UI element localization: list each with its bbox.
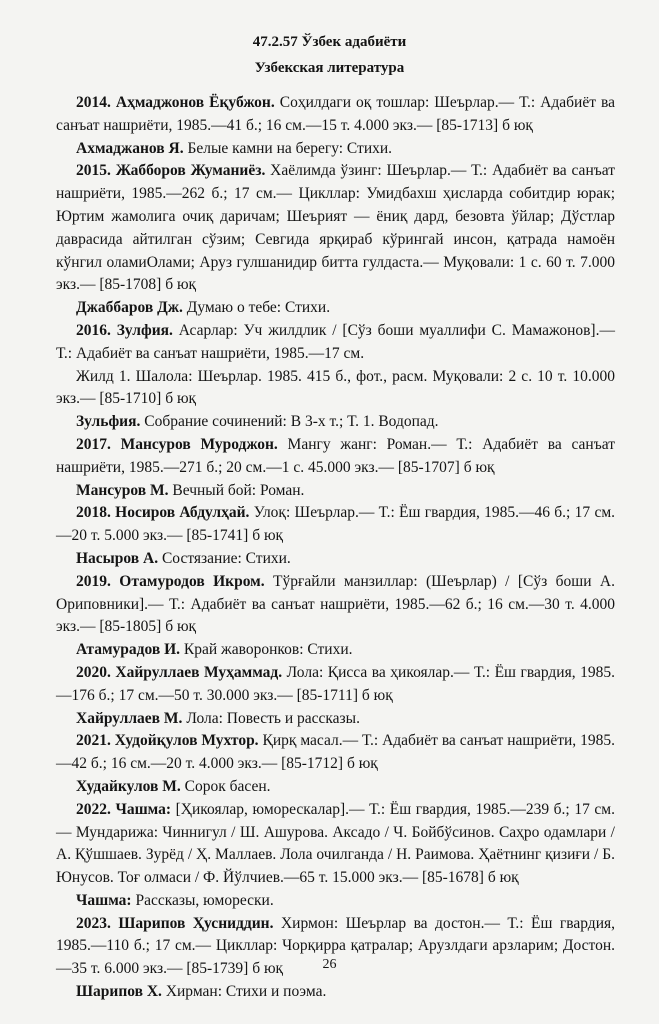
section-subheading: Узбекская литература <box>254 60 405 76</box>
entry-author: 2020. Хайруллаев Муҳаммад. <box>76 663 283 681</box>
bibliography-entry <box>56 776 615 799</box>
section-heading: 47.2.57 Ўзбек адабиёти <box>252 34 407 50</box>
entry-author: Мансуров М. <box>76 481 169 499</box>
bibliography-entry <box>56 662 615 708</box>
entry-text: Край жаворонков: Стихи. <box>180 641 353 659</box>
entry-author: 2023. Шарипов Ҳусниддин. <box>76 914 274 932</box>
bibliography-entry <box>56 502 615 548</box>
entry-text: Собрание сочинений: В 3-х т.; Т. 1. Водопад. <box>140 413 439 431</box>
entry-author: 2014. Аҳмаджонов Ёқубжон. <box>76 94 275 111</box>
entry-author: Шарипов Х. <box>76 983 162 1001</box>
entry-author: Чашма: <box>76 891 132 909</box>
bibliography-entry <box>56 981 615 1004</box>
entry-text: Мангу жанг: Роман.— Т.: Адабиёт ва санъат нашриёти, 1985.—271 б.; 20 см.—1 с. 45.000 экз.— [85-1707] б юқ <box>56 435 615 476</box>
bibliography-entry <box>56 297 615 320</box>
entry-author: Атамурадов И. <box>76 641 181 659</box>
bibliography-entry <box>56 138 615 161</box>
bibliography-entry <box>56 548 615 571</box>
entry-author: Зульфия. <box>76 413 141 431</box>
bibliography-entry <box>56 366 615 412</box>
entry-author: Ахмаджанов Я. <box>76 139 184 157</box>
entry-text: Соҳилдаги оқ тошлар: Шеърлар.— Т.: Адабиёт ва санъат нашриёти, 1985.—41 б.; 16 см.—15 т. 4.000 экз.— [85-1713] б юқ <box>56 94 615 134</box>
entry-text: Қирқ масал.— Т.: Адабиёт ва санъат нашриёти, 1985.—42 б.; 16 см.—20 т. 4.000 экз.— [85-1712] б юқ <box>56 732 615 773</box>
entry-text: Сорок басен. <box>180 777 271 795</box>
entry-author: 2015. Жабборов Жуманиёз. <box>76 162 266 180</box>
entry-text: Вечный бой: Роман. <box>168 481 305 499</box>
entry-text: Жилд 1. Шалола: Шеърлар. 1985. 415 б., фот., расм. Муқовали: 2 с. 10 т. 10.000 экз.— [85-1710] б юқ <box>56 367 615 408</box>
page-number: 26 <box>322 957 337 972</box>
bibliography-entry <box>56 730 615 776</box>
entry-author: 2017. Мансуров Муроджон. <box>76 435 278 453</box>
entry-author: 2019. Отамуродов Икром. <box>76 572 265 590</box>
bibliography-entry <box>56 320 615 366</box>
bibliography-entry <box>56 639 615 662</box>
entry-text: Рассказы, юморески. <box>131 891 274 909</box>
entry-author: Джаббаров Дж. <box>76 299 183 317</box>
entry-text: Асарлар: Уч жилдлик / [Сўз боши муаллифи С. Мамажонов].— Т.: Адабиёт ва санъат нашриёти, 1985.—17 см. <box>56 321 615 362</box>
bibliography-entry <box>56 799 615 890</box>
bibliography-entry <box>56 571 615 639</box>
entry-author: Насыров А. <box>76 549 159 567</box>
entry-author: 2021. Худойқулов Мухтор. <box>76 732 259 750</box>
entry-author: 2016. Зулфия. <box>76 321 173 339</box>
entry-author: Хайруллаев М. <box>76 709 183 727</box>
entry-text: [Ҳикоялар, юморескалар].— Т.: Ёш гвардия, 1985.—239 б.; 17 см.— Мундарижа: Чиннигул / Ш. Ашурова. Аксадо / Ч. Бойбўсинов. Саҳро одамлари / А. Қўшшаев. Зурёд / Ҳ. Маллаев. Лола очилганда / Н. Раимова. Ҳаётнинг қизиғи / Б. Юнусов. Тоғ олмаси / Ф. Йўлчиев.—65 т. 15.000 экз.— [85-1678] б юқ <box>56 800 615 887</box>
bibliography-entry <box>56 480 615 503</box>
bibliography-entry <box>56 434 615 480</box>
entry-author: Худайкулов М. <box>76 777 181 795</box>
entry-text: Лола: Қисса ва ҳикоялар.— Т.: Ёш гвардия, 1985.—176 б.; 17 см.—50 т. 30.000 экз.— [85-1711] б юқ <box>56 663 615 704</box>
entry-text: Белые камни на берегу: Стихи. <box>183 139 393 157</box>
entry-text: Состязание: Стихи. <box>158 549 291 567</box>
bibliography-entries <box>56 92 615 1004</box>
bibliography-entry <box>56 708 615 731</box>
bibliography-entry <box>56 160 615 297</box>
entry-text: Тўрғайли манзиллар: (Шеърлар) / [Сўз боши А. Ориповники].— Т.: Адабиёт ва санъат нашриёти, 1985.—62 б.; 16 см.—30 т. 4.000 экз.— [85-1805] б юқ <box>56 572 615 636</box>
entry-text: Думаю о тебе: Стихи. <box>182 299 331 317</box>
entry-author: 2022. Чашма: <box>76 800 172 818</box>
bibliography-entry <box>56 890 615 913</box>
entry-text: Хирман: Стихи и поэма. <box>161 983 327 1001</box>
bibliography-entry <box>56 411 615 434</box>
entry-text: Улоқ: Шеърлар.— Т.: Ёш гвардия, 1985.—46 б.; 17 см.—20 т. 5.000 экз.— [85-1741] б юқ <box>56 504 616 545</box>
entry-text: Лола: Повесть и рассказы. <box>182 709 360 727</box>
entry-text: Хирмон: Шеърлар ва достон.— Т.: Ёш гвардия, 1985.—110 б.; 17 см.— Цикллар: Чорқирра қатралар; Арузлдаги арзларим; Достон.—35 т. 6.000 экз.— [85-1739] б юқ <box>56 914 615 978</box>
entry-author: 2018. Носиров Абдулҳай. <box>76 504 250 522</box>
entry-text: Хаёлимда ўзинг: Шеърлар.— Т.: Адабиёт ва санъат нашриёти, 1985.—262 б.; 17 см.— Цикллар: Умидбахш ҳисларда собитдир юрак; Юртим жамолига очиқ даричам; Шеърият — ёниқ дард, безовта ўйлар; Дўстлар даврасида айтилган сўзим; Севгида ярқираб кўрингай инсон, қатрада намоён кўнгил оламиОлами; Аруз гулшанидир битта гулдаста.— Муқовали: 1 с. 60 т. 7.000 экз.— [85-1708] б юқ <box>56 162 616 294</box>
bibliography-entry <box>56 92 615 138</box>
